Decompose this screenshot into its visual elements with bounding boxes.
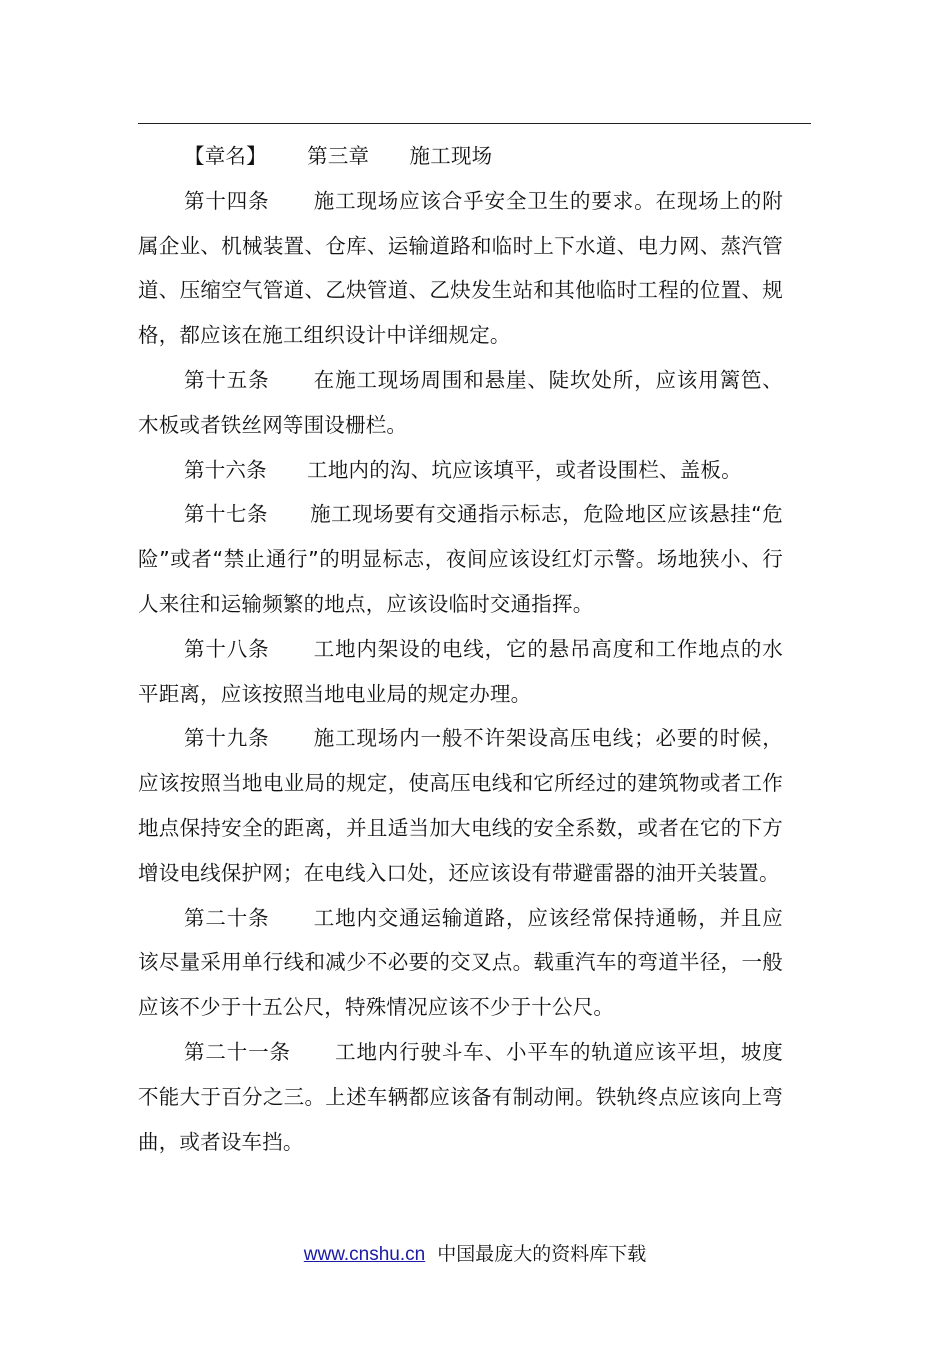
article-21 <box>138 1030 783 1164</box>
article-number: 第十七条 <box>184 502 269 527</box>
footer-text: 中国最庞大的资料库下载 <box>437 1243 647 1265</box>
chapter-heading <box>138 134 783 179</box>
article-number: 第十六条 <box>184 457 267 482</box>
article-number: 第十八条 <box>184 636 270 661</box>
article-number: 第二十条 <box>184 905 270 930</box>
article-text: 工地内交通运输道路，应该经常保持通畅，并且应该尽量采用单行线和减少不必要的交叉点。载重汽车的弯道半径，一般应该不少于十五公尺，特殊情况应该不少于十公尺。 <box>138 905 783 1020</box>
article-19 <box>138 716 783 895</box>
chapter-number: 第三章 <box>307 144 370 168</box>
article-15 <box>138 358 783 448</box>
article-text: 工地内架设的电线，它的悬吊高度和工作地点的水平距离，应该按照当地电业局的规定办理。 <box>138 636 783 706</box>
page-footer <box>0 1240 950 1269</box>
article-text: 在施工现场周围和悬崖、陡坎处所，应该用篱笆、木板或者铁丝网等围设栅栏。 <box>138 367 783 437</box>
article-20 <box>138 896 783 1030</box>
article-14 <box>138 179 783 358</box>
document-body <box>138 134 783 1164</box>
article-16 <box>138 448 783 493</box>
chapter-tag: 【章名】 <box>184 144 267 168</box>
article-text: 施工现场要有交通指示标志，危险地区应该悬挂“危险”或者“禁止通行”的明显标志，夜间应该设红灯示警。场地狭小、行人来往和运输频繁的地点，应该设临时交通指挥。 <box>138 502 783 616</box>
article-number: 第二十一条 <box>184 1039 291 1064</box>
article-text: 工地内的沟、坑应该填平，或者设围栏、盖板。 <box>307 457 742 482</box>
article-text: 施工现场内一般不许架设高压电线；必要的时候，应该按照当地电业局的规定，使高压电线和它所经过的建筑物或者工作地点保持安全的距离，并且适当加大电线的安全系数，或者在它的下方增设电线保护网；在电线入口处，还应该设有带避雷器的油开关装置。 <box>138 726 783 885</box>
article-number: 第十四条 <box>184 188 270 213</box>
article-number: 第十九条 <box>184 726 270 751</box>
footer-link[interactable]: www.cnshu.cn <box>303 1244 426 1265</box>
article-text: 施工现场应该合乎安全卫生的要求。在现场上的附属企业、机械装置、仓库、运输道路和临时上下水道、电力网、蒸汽管道、压缩空气管道、乙炔管道、乙炔发生站和其他临时工程的位置、规格，都应该在施工组织设计中详细规定。 <box>138 188 783 348</box>
header-rule <box>138 123 811 124</box>
article-18 <box>138 627 783 717</box>
article-number: 第十五条 <box>184 367 270 392</box>
chapter-title: 施工现场 <box>409 144 493 168</box>
article-text: 工地内行驶斗车、小平车的轨道应该平坦，坡度不能大于百分之三。上述车辆都应该备有制动闸。铁轨终点应该向上弯曲，或者设车挡。 <box>138 1039 783 1154</box>
article-17 <box>138 492 783 626</box>
